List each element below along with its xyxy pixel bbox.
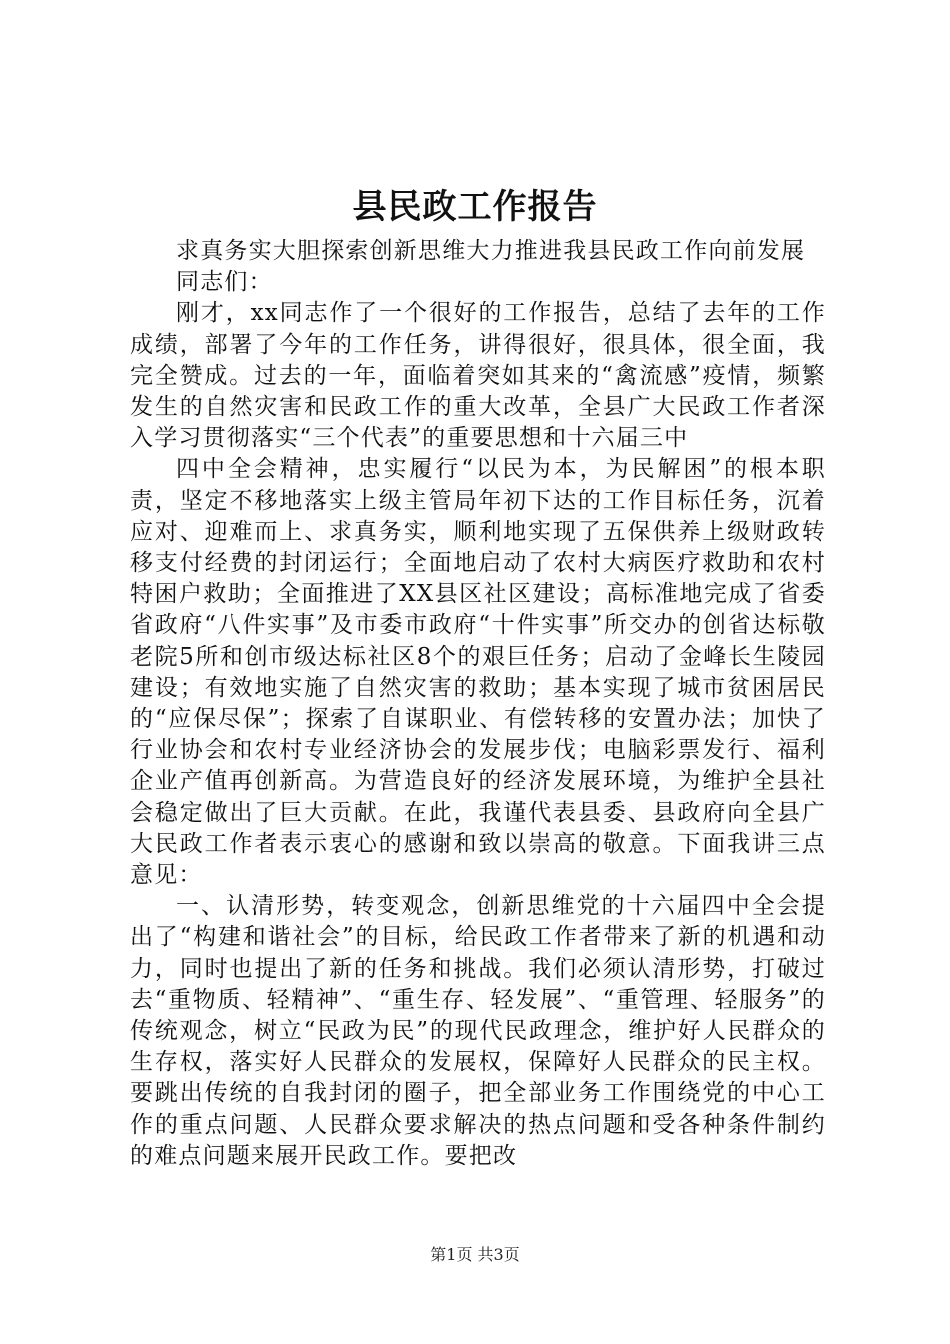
body-paragraph: 四中全会精神，忠实履行“以民为本，为民解困”的根本职责，坚定不移地落实上级主管局年初下达的工作目标任务，沉着应对、迎难而上、求真务实，顺利地实现了五保供养上级财政转移支付经费的封闭运行；全面地启动了农村大病医疗救助和农村特困户救助；全面推进了XX县区社区建设；高标准地完成了省委省政府“八件实事”及市委市政府“十件实事”所交办的创省达标敬老院5所和创市级达标社区8个的艰巨任务；启动了金峰长生陵园建设；有效地实施了自然灾害的救助；基本实现了城市贫困居民的“应保尽保”；探索了自谋职业、有偿转移的安置办法；加快了行业协会和农村专业经济协会的发展步伐；电脑彩票发行、福利企业产值再创新高。为营造良好的经济发展环境，为维护全县社会稳定做出了巨大贡献。在此，我谨代表县委、县政府向全县广大民政工作者表示衷心的感谢和致以崇高的敬意。下面我讲三点意见： <box>130 456 826 889</box>
document-body <box>130 236 826 1172</box>
page-footer: 第1页 共3页 <box>430 1245 520 1264</box>
body-paragraph: 刚才，xx同志作了一个很好的工作报告，总结了去年的工作成绩，部署了今年的工作任务，讲得很好，很具体，很全面，我完全赞成。过去的一年，面临着突如其来的“禽流感”疫情，频繁发生的自然灾害和民政工作的重大改革，全县广大民政工作者深入学习贯彻落实“三个代表”的重要思想和十六届三中 <box>130 300 826 452</box>
document-title: 县民政工作报告 <box>352 187 598 227</box>
body-paragraph: 一、认清形势，转变观念，创新思维党的十六届四中全会提出了“构建和谐社会”的目标，给民政工作者带来了新的机遇和动力，同时也提出了新的任务和挑战。我们必须认清形势，打破过去“重物质、轻精神”、“重生存、轻发展”、“重管理、轻服务”的传统观念，树立“民政为民”的现代民政理念，维护好人民群众的生存权，落实好人民群众的发展权，保障好人民群众的民主权。要跳出传统的自我封闭的圈子，把全部业务工作围绕党的中心工作的重点问题、人民群众要求解决的热点问题和受各种条件制约的难点问题来展开民政工作。要把改 <box>130 893 826 1169</box>
salutation-paragraph: 同志们： <box>176 269 273 296</box>
subtitle-paragraph: 求真务实大胆探索创新思维大力推进我县民政工作向前发展 <box>176 238 806 264</box>
